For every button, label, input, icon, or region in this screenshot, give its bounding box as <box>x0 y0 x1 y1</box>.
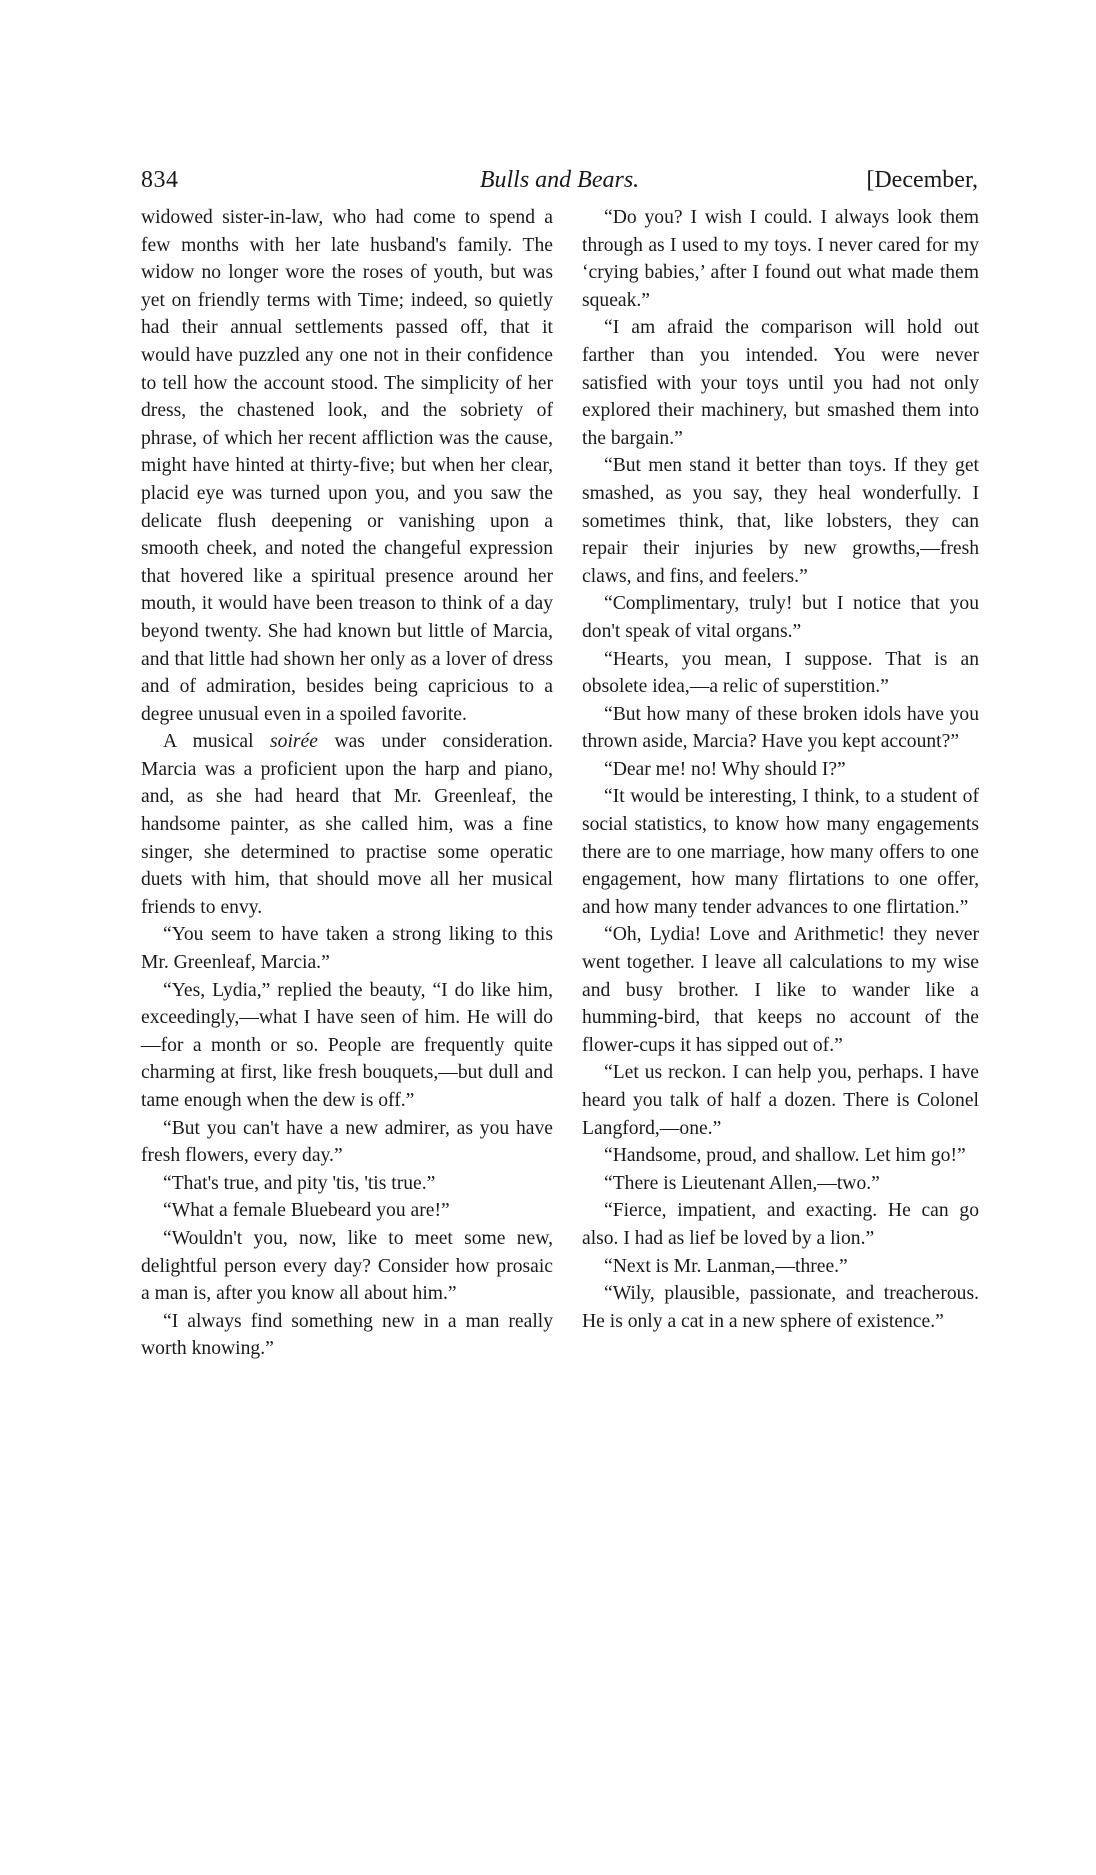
paragraph: “Let us reckon. I can help you, perhaps. I have heard you talk of half a dozen. There is Colonel Langford,—one.” <box>582 1062 979 1139</box>
left-column <box>141 204 553 1363</box>
paragraph-text: was under consideration. Marcia was a proficient upon the harp and piano, and, as she had heard that Mr. Greenleaf, the handsome painter, as she called him, was a fine singer, she determined to practise some operatic duets with him, that should move all her musical friends to envy. <box>141 731 554 918</box>
right-column <box>582 204 979 1335</box>
paragraph: “You seem to have taken a strong liking to this Mr. Greenleaf, Marcia.” <box>141 924 553 974</box>
paragraph: “But you can't have a new admirer, as you have fresh flowers, every day.” <box>141 1117 553 1167</box>
paragraph: widowed sister-in-law, who had come to spend a few months with her late husband's family. The widow no longer wore the roses of youth, but was yet on friendly terms with Time; indeed, so quietly had their annual settlements passed off, that it would have puzzled any one not in their confidence to tell how the account stood. The simplicity of her dress, the chastened look, and the sobriety of phrase, of which her recent affliction was the cause, might have hinted at thirty-five; but when her clear, placid eye was turned upon you, and you saw the delicate flush deepening or vanishing upon a smooth cheek, and noted the changeful expression that hovered like a spiritual presence around her mouth, it would have been treason to think of a day beyond twenty. She had known but little of Marcia, and that little had shown her only as a lover of dress and of admiration, besides being capricious to a degree unusual even in a spoiled favorite. <box>141 207 553 725</box>
paragraph-text: A musical <box>163 731 271 753</box>
paragraph: “But men stand it better than toys. If they get smashed, as you say, they heal wonderfully. I sometimes think, that, like lobsters, they can repair their injuries by new growths,—fresh claws, and fins, and feelers.” <box>582 455 979 587</box>
paragraph: “I always find something new in a man really worth knowing.” <box>141 1310 553 1360</box>
paragraph: “Handsome, proud, and shallow. Let him go!” <box>604 1145 966 1167</box>
paragraph: “Fierce, impatient, and exacting. He can go also. I had as lief be loved by a lion.” <box>582 1200 979 1249</box>
paragraph <box>141 728 553 921</box>
paragraph: “There is Lieutenant Allen,—two.” <box>604 1172 880 1194</box>
paragraph: “Yes, Lydia,” replied the beauty, “I do like him, exceedingly,—what I have seen of him. He will do—for a month or so. People are frequently quite charming at first, like fresh bouquets,—but dull and tame enough when the dew is off.” <box>141 979 553 1111</box>
paragraph: “It would be interesting, I think, to a student of social statistics, to know how many engagements there are to one marriage, how many offers to one engagement, how many flirtations to one offer, and how many tender advances to one flirtation.” <box>582 786 979 918</box>
paragraph: “But how many of these broken idols have you thrown aside, Marcia? Have you kept account?” <box>582 703 979 753</box>
paragraph: “Complimentary, truly! but I notice that you don't speak of vital organs.” <box>582 593 979 642</box>
paragraph: “That's true, and pity 'tis, 'tis true.” <box>163 1172 436 1194</box>
running-title: Bulls and Bears. <box>479 167 640 193</box>
italic-term: soirée <box>270 731 318 753</box>
paragraph: “Oh, Lydia! Love and Arithmetic! they never went together. I leave all calculations to my wise and busy brother. I like to wander like a humming-bird, that keeps no account of the flower-cups it has sipped out of.” <box>582 924 979 1056</box>
paragraph: “Wouldn't you, now, like to meet some new, delightful person every day? Consider how prosaic a man is, after you know all about him.” <box>141 1227 553 1305</box>
running-head <box>141 163 978 197</box>
running-month: [December, <box>866 167 978 193</box>
paragraph: “What a female Bluebeard you are!” <box>163 1200 450 1222</box>
paragraph: “Next is Mr. Lanman,—three.” <box>604 1255 848 1277</box>
paragraph: “I am afraid the comparison will hold out farther than you intended. You were never satisfied with your toys until you had not only explored their machinery, but smashed them into the bargain.” <box>582 317 979 449</box>
paragraph: “Dear me! no! Why should I?” <box>604 758 846 780</box>
paragraph: “Do you? I wish I could. I always look them through as I used to my toys. I never cared for my ‘crying babies,’ after I found out what made them squeak.” <box>582 207 979 311</box>
page-number: 834 <box>141 167 179 193</box>
paragraph: “Wily, plausible, passionate, and treacherous. He is only a cat in a new sphere of existence.” <box>582 1283 979 1332</box>
paragraph: “Hearts, you mean, I suppose. That is an obsolete idea,—a relic of superstition.” <box>582 648 979 698</box>
